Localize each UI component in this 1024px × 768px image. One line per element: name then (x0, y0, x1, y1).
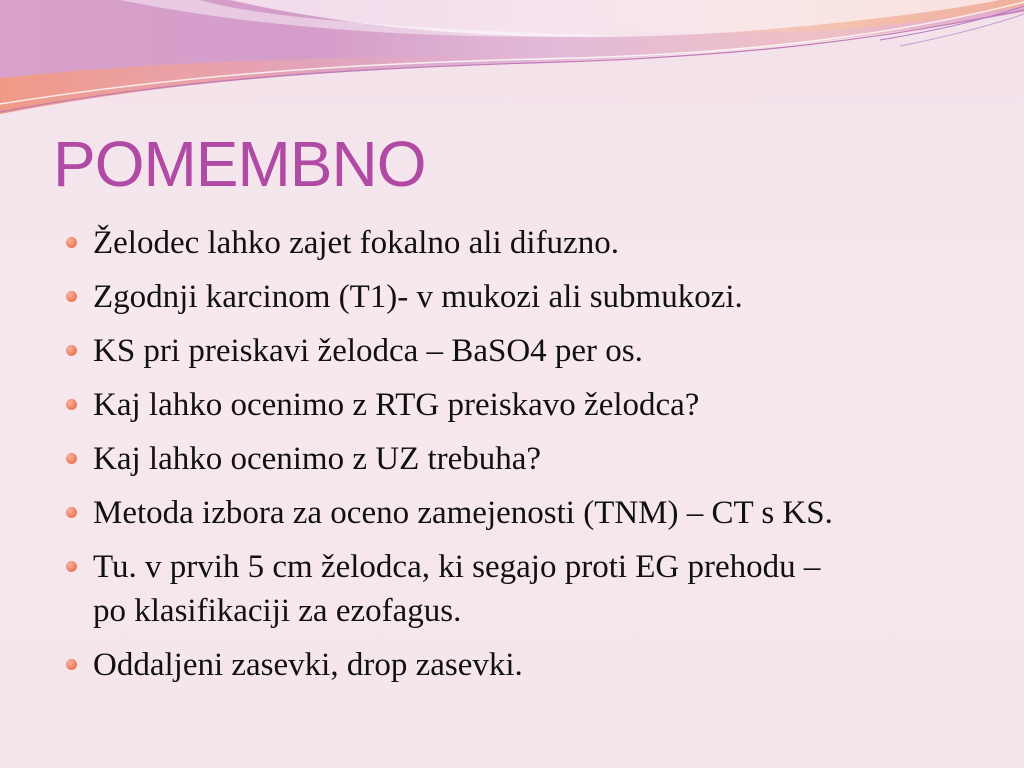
list-item (93, 545, 993, 633)
decorative-wave (0, 0, 1024, 130)
bullet-dot-icon (66, 291, 77, 302)
list-item (93, 329, 993, 373)
bullet-dot-icon (66, 399, 77, 410)
list-item-text: KS pri preiskavi želodca – BaSO4 per os. (93, 333, 643, 369)
list-item-text: Želodec lahko zajet fokalno ali difuzno. (93, 225, 619, 261)
bullet-dot-icon (66, 507, 77, 518)
list-item (93, 221, 993, 265)
bullet-list (93, 221, 993, 697)
bullet-dot-icon (66, 659, 77, 670)
list-item (93, 437, 993, 481)
list-item-text-continuation: po klasifikaciji za ezofagus. (93, 593, 462, 629)
list-item (93, 275, 993, 319)
slide-title: POMEMBNO (53, 128, 426, 200)
list-item-text: Kaj lahko ocenimo z UZ trebuha? (93, 441, 542, 477)
list-item-text: Zgodnji karcinom (T1)- v mukozi ali submukozi. (93, 279, 743, 315)
list-item (93, 491, 993, 535)
list-item (93, 383, 993, 427)
list-item-text: Metoda izbora za oceno zamejenosti (TNM) – CT s KS. (93, 495, 833, 531)
list-item (93, 643, 993, 687)
bullet-dot-icon (66, 561, 77, 572)
list-item-text: Oddaljeni zasevki, drop zasevki. (93, 647, 523, 683)
bullet-dot-icon (66, 345, 77, 356)
bullet-dot-icon (66, 453, 77, 464)
bullet-dot-icon (66, 237, 77, 248)
list-item-text: Kaj lahko ocenimo z RTG preiskavo želodca? (93, 387, 700, 423)
list-item-text: Tu. v prvih 5 cm želodca, ki segajo proti EG prehodu – (93, 549, 821, 585)
